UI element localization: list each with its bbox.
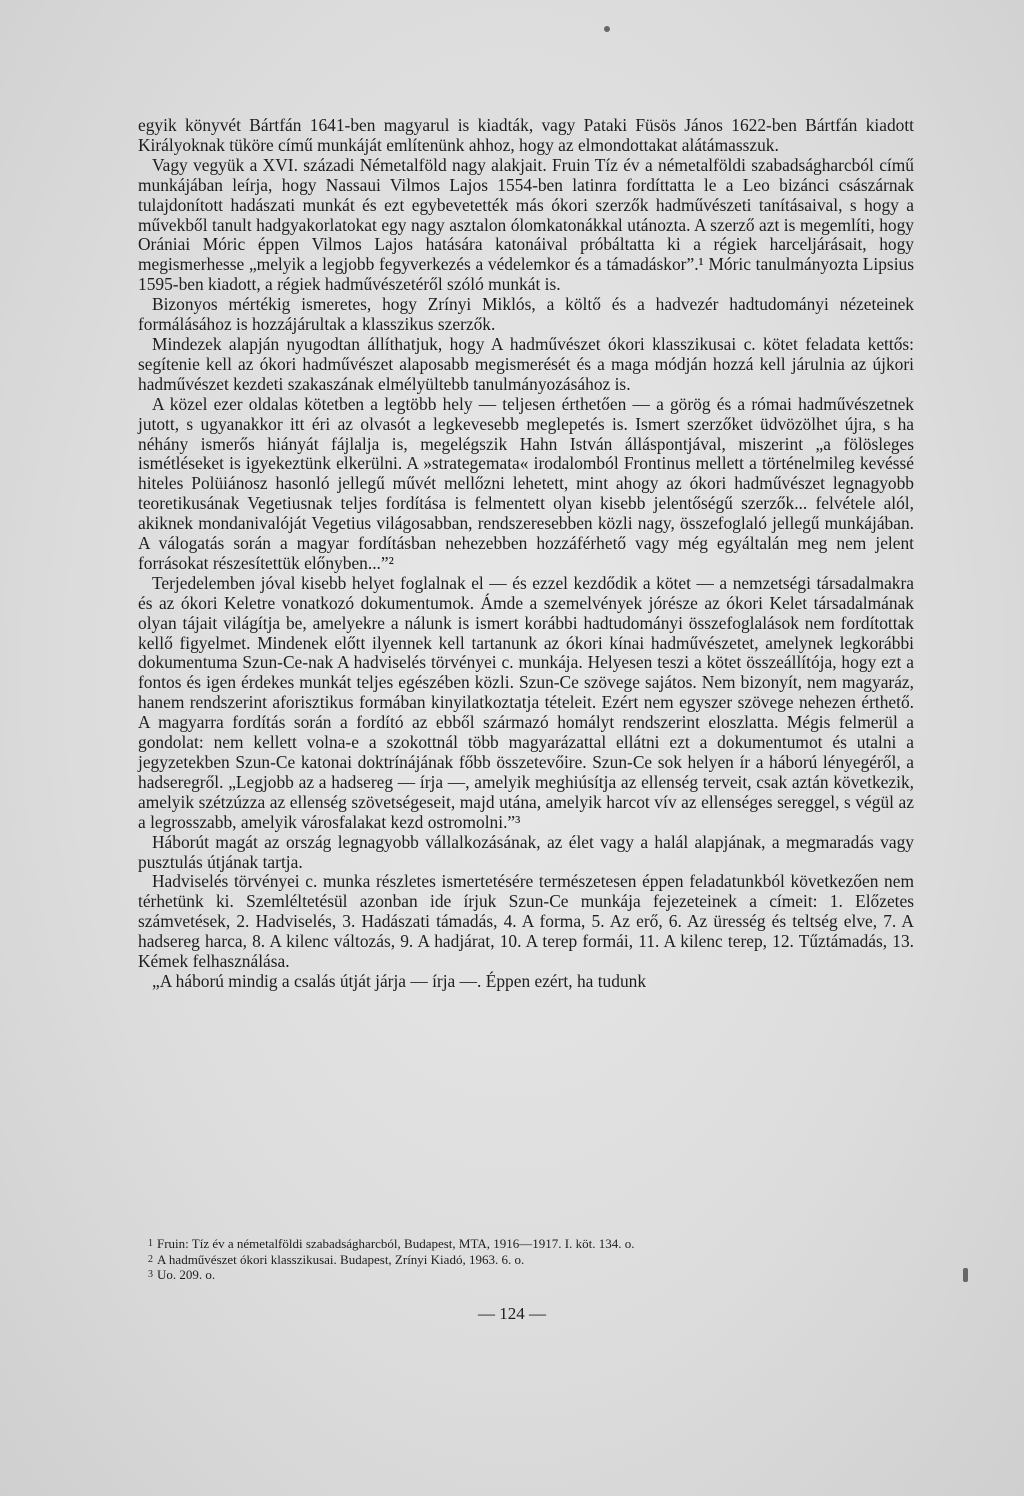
footnote-text: Fruin: Tíz év a németalföldi szabadságharcból, Budapest, MTA, 1916—1917. I. köt. 134. o.: [157, 1236, 635, 1251]
paragraph: Terjedelemben jóval kisebb helyet foglalnak el — és ezzel kezdődik a kötet — a nemzetségi társadalmakra és az ókori Keletre vonatkozó dokumentumok. Ámde a szemelvények jórésze az ókori Kelet társadalmának olyan tájait világítja be, amelyekre a nálunk is ismert korábbi hadtudományi összefoglalások nem fordítottak kellő figyelmet. Mindenek előtt ilyennek kell tartanunk az ókori kínai hadművészetet, amelynek legkorábbi dokumentuma Szun-Ce-nak A hadviselés törvényei c. munkája. Helyesen teszi a kötet összeállítója, hogy ezt a fontos és igen érdekes munkát teljes egészében közli. Szun-Ce szövege sajátos. Nem bizonyít, nem magyaráz, hanem rendszerint aforisztikus formában kinyilatkoztatja tételeit. Ezért nem egyszer szövege nehezen érthető. A magyarra fordítás során a fordító az ebből származó homályt rendszerint eloszlatta. Mégis felmerül a gondolat: nem kellett volna-e a szokottnál több magyarázattal ellátni ezt a dokumentumot és utalni a jegyzetekben Szun-Ce katonai doktrínájának főbb összetevőire. Szun-Ce sok helyen ír a háború lényegéről, a hadseregről. „Legjobb az a hadsereg — írja —, amelyik meghiúsítja az ellenség terveit, csak aztán következik, amelyik szétzúzza az ellenség szövetségeseit, majd utána, amelyik harcot vív az ellenséges sereggel, s végül az a legrosszabb, amelyik városfalakat kezd ostromolni.”³: [138, 572, 914, 832]
body-text: [138, 116, 914, 992]
paragraph: Bizonyos mértékig ismeretes, hogy Zrínyi Miklós, a költő és a hadvezér hadtudományi nézeteinek formálásához is hozzájárultak a klasszikus szerzők.: [138, 294, 914, 335]
footnote-number: 2: [148, 1253, 153, 1265]
paragraph: Vagy vegyük a XVI. századi Németalföld nagy alakjait. Fruin Tíz év a németalföldi szabadságharcból című munkájában leírja, hogy Nassaui Vilmos Lajos 1554-ben latinra fordíttatta le a Leo bizánci császárnak tulajdonított hadászati munkát és ezt egybevetették más ókori szerzők hadművészeti tanításaival, s hogy a művekből tanult hadgyakorlatokat egy nagy asztalon ólomkatonákkal utánozta. A szerző azt is megemlíti, hogy Orániai Móric éppen Vilmos Lajos hatására katonáival próbáltatta ki a régiek harceljárásait, hogy megismerhesse „melyik a legjobb fegyverkezés a védelemkor és a támadáskor”.¹ Móric tanulmányozta Lipsius 1595-ben kiadott, a régiek hadművészetéről szóló munkát is.: [138, 154, 914, 295]
footnote: [148, 1252, 888, 1268]
paragraph: egyik könyvét Bártfán 1641-ben magyarul is kiadták, vagy Pataki Füsös János 1622-ben Bártfán kiadott Királyoknak tüköre című munkáját említenünk ahhoz, hogy az elmondottakat alátámasszuk.: [138, 115, 914, 155]
footnote: [148, 1236, 888, 1252]
paragraph: „A háború mindig a csalás útját járja — írja —. Éppen ezért, ha tudunk: [152, 970, 647, 991]
footnote-text: A hadművészet ókori klasszikusai. Budapest, Zrínyi Kiadó, 1963. 6. o.: [157, 1251, 525, 1267]
footnote-number: 1: [148, 1238, 153, 1249]
page-number: — 124 —: [478, 1304, 546, 1323]
footnote-text: Uo. 209. o.: [157, 1267, 216, 1282]
scan-speck: [604, 26, 610, 32]
paragraph: A közel ezer oldalas kötetben a legtöbb hely — teljesen érthetően — a görög és a római hadművészetnek jutott, s ugyanakkor itt éri az olvasót a legkevesebb meglepetés is. Ismert szerzőket üdvözölhet újra, s ha néhány ismerős hiányát fájlalja is, megelégszik Hahn István álláspontjával, miszerint „a fölösleges ismétléseket is igyekeztünk elkerülni. A »strategemata« irodalomból Frontinus mellett a történelmileg kevéssé hiteles Polüiánosz hasonló jellegű művét mellőzni lehetett, mint ahogy az ókori hadművészet legnagyobb teoretikusának Vegetiusnak teljes fordítása is felmentett olyan kisebb jelentőségű szerzők... felvétele alól, akiknek mondanivalóját Vegetius világosabban, rendszeresebben közli nagy, összefoglaló jellegű munkájában. A válogatás során a magyar fordításban nehezebben hozzáférhető vagy még egyáltalán meg nem jelent forrásokat részesítettük előnyben...”²: [138, 393, 914, 573]
footnotes: [148, 1236, 888, 1283]
paragraph: Hadviselés törvényei c. munka részletes ismertetésére természetesen éppen feladatunkból következően nem térhetünk ki. Szemléltetésül azonban ide írjuk Szun-Ce munkája fejezeteinek a címeit: 1. Előzetes számvetések, 2. Hadviselés, 3. Hadászati támadás, 4. A forma, 5. Az erő, 6. Az üresség és teltség elve, 7. A hadsereg harca, 8. A kilenc változás, 9. A hadjárat, 10. A terep formái, 11. A kilenc terep, 12. Tűztámadás, 13. Kémek felhasználása.: [138, 871, 914, 972]
footnote: [148, 1267, 888, 1283]
scan-speck: [963, 1268, 968, 1282]
paragraph: Háborút magát az ország legnagyobb vállalkozásának, az élet vagy a halál alapjának, a megmaradás vagy pusztulás útjának tartja.: [138, 831, 914, 872]
paragraph: Mindezek alapján nyugodtan állíthatjuk, hogy A hadművészet ókori klasszikusai c. kötet feladata kettős: segítenie kell az ókori hadművészet alaposabb megismerését és a maga módján hozzá kell járulnia az újkori hadművészet kezdeti szakaszának elmélyültebb tanulmányozásához is.: [138, 333, 914, 394]
footnote-number: 3: [148, 1269, 153, 1280]
